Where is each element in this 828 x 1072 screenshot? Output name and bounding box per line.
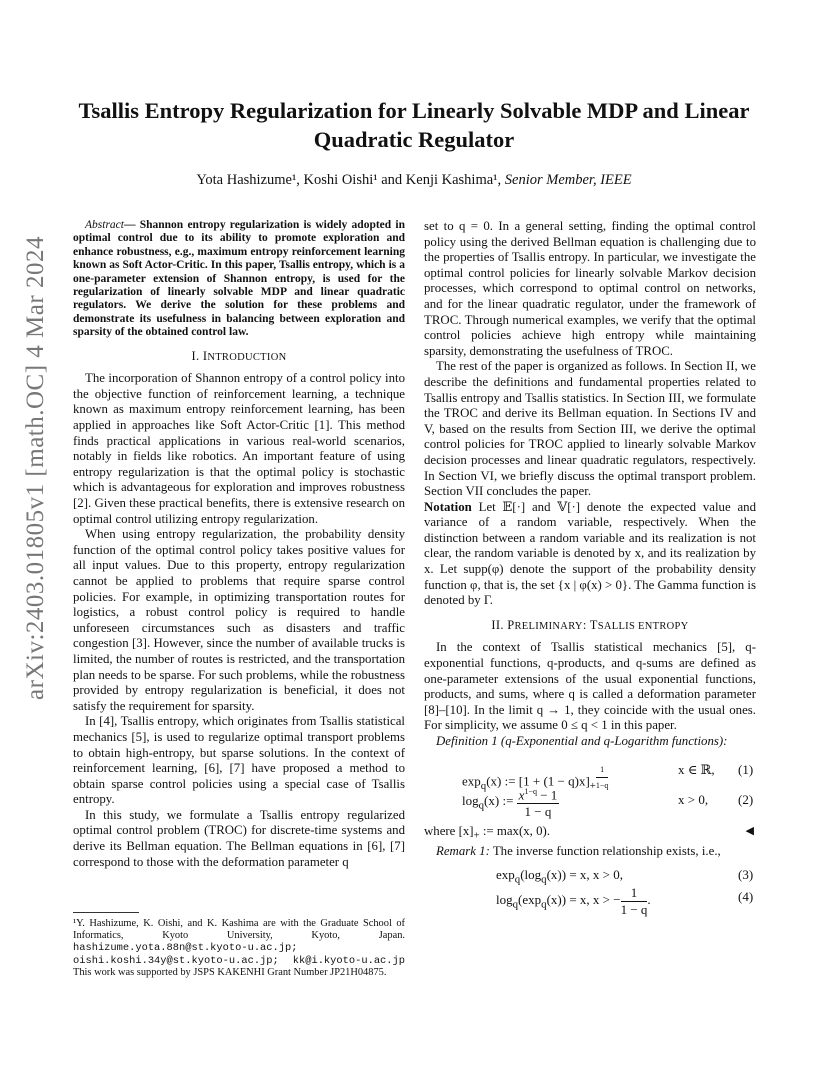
- eq3-log: (log: [520, 867, 542, 883]
- abstract-label: Abstract: [85, 219, 124, 231]
- eq3-sub: q: [514, 873, 521, 886]
- section-numeral: I.: [191, 348, 203, 363]
- eq1-number: (1): [738, 761, 754, 777]
- section-heading-preliminary: [424, 618, 756, 635]
- intro-paragraph-4: In this study, we formulate a Tsallis entropy regularized optimal control problem (TROC) for discrete-time systems and derive its Bellman equation. The Bellman equations in [6], [7] correspond to those with the deformation parameter q: [73, 807, 405, 869]
- title-line-2: Quadratic Regulator: [313, 127, 515, 152]
- footnote-divider: [73, 912, 139, 913]
- eq2-number: (2): [738, 791, 754, 807]
- section2-first-letter-2: T: [589, 617, 598, 632]
- equations-3-4: [424, 863, 756, 917]
- remark-label: Remark 1:: [436, 843, 490, 858]
- eq2-fraction: [517, 784, 560, 820]
- section2-separator: :: [582, 617, 590, 632]
- notation-text: Let 𝔼[·] and 𝕍[·] denote the expected value and variance of a random variable, respectively. When the distinction between a random variable and its realization is not clear, the random variable is denoted by x, and its realization by x. Let supp(φ) denote the support of the probability density function φ, that is, the set {x | φ(x) > 0}. The Gamma function is denoted by Γ.: [424, 499, 756, 608]
- eq4-rest: (x)) = x, x > −: [546, 892, 621, 908]
- section2-rest: RELIMINARY: [514, 620, 583, 632]
- end-of-definition-marker: ◀: [745, 824, 754, 837]
- right-paragraph-2: The rest of the paper is organized as follows. In Section II, we describe the definitions and fundamental properties related to Tsallis entropy and Tsallis statistics. In Section III, we formulate the TROC and derive its Bellman equation. In Sections IV and V, based on the results from Section III, we derive the optimal control policies for TROC applied to linearly solvable Markov decision processes and linear quadratic regulators, respectively. In Section VI, we briefly discuss the optimal transport problem. Section VII concludes the paper.: [424, 359, 756, 499]
- eq1-condition: x ∈ ℝ,: [678, 761, 715, 777]
- left-column: [73, 219, 405, 870]
- notation-paragraph: [424, 500, 756, 609]
- section2-first-letter: P: [507, 617, 515, 632]
- author-line: [60, 172, 768, 189]
- eq4-exp: (exp: [518, 892, 542, 908]
- eq1-sub: q: [480, 779, 487, 792]
- eq3-rest: (x)) = x, x > 0,: [546, 867, 623, 883]
- eq2-arg: (x) :=: [484, 792, 514, 808]
- paper-title: [60, 96, 768, 154]
- eq4-sub2: q: [541, 899, 547, 912]
- abstract: [73, 219, 405, 340]
- equations-1-2: [424, 758, 756, 824]
- remark-1: [424, 844, 756, 860]
- eq2-condition: x > 0,: [678, 791, 709, 807]
- intro-paragraph-3: In [4], Tsallis entropy, which originates from Tsallis statistical mechanics [5], is used to regularize optimal transport problems to obtain high-entropy, but sparse solutions. In the context of reinforcement learning, [6], [7] have proposed a method to obtain sparse control policies using a special case of Tsallis entropy.: [73, 714, 405, 807]
- section-first-letter: I: [202, 348, 208, 363]
- abstract-text: — Shannon entropy regularization is widely adopted in optimal control due to its ability to promote exploration and enhance robustness, e.g., maximum entropy reinforcement learning known as Soft Actor-Critic. In this paper, Tsallis entropy, which is a one-parameter extension of Shannon entropy, is used for the regularization of linearly solvable MDP and linear quadratic regulators. We derive the solution for these problems and demonstrate its usefulness in balancing between exploration and sparsity of the obtained control law.: [73, 219, 405, 339]
- section2-numeral: II.: [491, 617, 508, 632]
- eq1-exp-bot: 1−q: [595, 781, 609, 791]
- footnote-funding: This work was supported by JSPS KAKENHI Grant Number JP21H04875.: [73, 966, 387, 978]
- where-line: [424, 824, 756, 844]
- eq1-exponent: [595, 764, 609, 791]
- eq3-sub2: q: [541, 873, 547, 886]
- eq1-exp-top: 1: [596, 762, 609, 779]
- notation-label: Notation: [424, 499, 472, 514]
- eq2-func: log: [462, 792, 479, 808]
- author-membership: Senior Member, IEEE: [504, 172, 632, 188]
- arxiv-stamp: [12, 236, 60, 700]
- eq4-log: log: [496, 892, 513, 908]
- eq4-tail: .: [647, 892, 651, 908]
- eq2-sub: q: [478, 798, 485, 811]
- footnote: [73, 918, 405, 979]
- eq3-exp: exp: [496, 867, 515, 883]
- intro-paragraph-2: When using entropy regularization, the probability density function of the optimal control policy takes positive values for all input values. Due to this property, entropy regularization cannot be applied to problems that require sparse control policies. For example, in optimizing transportation routes for logistics, a robust control policy is required to handle unforeseen circumstances such as disasters and traffic congestion [3]. However, since the number of available trucks is limited, the number of routes is restricted, and the transportation plan needs to be sparse. For such problems, while the robustness provided by entropy regularization is beneficial, it does not satisfy the requirement for sparsity.: [73, 527, 405, 713]
- eq4-numerator: 1: [621, 885, 648, 902]
- eq4-fraction: [620, 885, 651, 917]
- preliminary-paragraph: In the context of Tsallis statistical mechanics [5], q-exponential functions, q-products, and q-sums are defined as one-parameter extensions of the usual exponential functions, products, and sums, where q is called a deformation parameter [8]–[10]. In the limit q → 1, they coincide with the usual ones. For simplicity, we assume 0 ≤ q < 1 in this paper.: [424, 640, 756, 733]
- eq1-arg: (x) := [1 + (1 − q)x]: [486, 772, 590, 788]
- definition-label: Definition 1 (q-Exponential and q-Logarithm functions):: [436, 734, 728, 748]
- eq1-func: exp: [462, 772, 481, 788]
- where-text: where [x]: [424, 823, 474, 838]
- arxiv-stamp-text: arXiv:2403.01805v1 [math.OC] 4 Mar 2024: [22, 236, 49, 700]
- where-rest: := max(x, 0).: [479, 823, 550, 838]
- footnote-emails[interactable]: hashizume.yota.88n@st.kyoto-u.ac.jp; oishi.koshi.34y@st.kyoto-u.ac.jp; kk@i.kyoto-u.ac.jp: [73, 942, 405, 967]
- section2-rest-2: SALLIS ENTROPY: [597, 620, 689, 632]
- right-column: [424, 219, 756, 917]
- eq2-denominator: 1 − q: [524, 803, 552, 819]
- equation-2: [462, 784, 754, 820]
- eq4-sub: q: [512, 899, 519, 912]
- right-paragraph-1: set to q = 0. In a general setting, finding the optimal control policy using the derived Bellman equation is challenging due to the properties of Tsallis entropy. In particular, we investigate the optimal control policies for linearly solvable Markov decision processes, which correspond to optimal control on networks, and for the linear quadratic regulator, under the framework of TROC. Through numerical examples, we verify that the optimal control policies achieve high entropy while maintaining sparsity, demonstrating the usefulness of TROC.: [424, 219, 756, 358]
- eq4-number: (4): [738, 889, 754, 905]
- definition-1: [424, 734, 756, 750]
- eq2-numerator-exp: 1−q: [524, 786, 537, 796]
- where-sub: +: [473, 829, 480, 842]
- title-line-1: Tsallis Entropy Regularization for Linearly Solvable MDP and Linear: [78, 98, 750, 123]
- author-names: Yota Hashizume¹, Koshi Oishi¹ and Kenji Kashima¹,: [196, 172, 505, 188]
- eq3-number: (3): [738, 867, 754, 883]
- footnote-affiliation: ¹Y. Hashizume, K. Oishi, and K. Kashima are with the Graduate School of Informatics, Kyoto University, Kyoto, Japan.: [73, 918, 405, 942]
- equation-4: [496, 885, 754, 917]
- eq4-denominator: 1 − q: [620, 901, 648, 917]
- eq2-numerator-rest: − 1: [536, 786, 558, 802]
- eq2-numerator-x: x: [518, 786, 525, 802]
- section-rest: NTRODUCTION: [207, 351, 287, 363]
- intro-paragraph-1: The incorporation of Shannon entropy of a control policy into the objective function of reinforcement learning, a technique known as maximum entropy reinforcement learning, has been applied in approaches like Soft Actor-Critic [1]. This method finds practical applications in various real-world scenarios, notably in fields like robotics. An important feature of using entropy regularization is that the optimal policy is stochastic which is advantageous for exploration and improves robustness [2]. Given these practical benefits, there is extensive research on optimal control utilizing entropy regularization.: [73, 371, 405, 526]
- remark-text: The inverse function relationship exists, i.e.,: [489, 843, 721, 858]
- section-heading-introduction: [73, 349, 405, 366]
- eq1-plus: +: [589, 779, 596, 792]
